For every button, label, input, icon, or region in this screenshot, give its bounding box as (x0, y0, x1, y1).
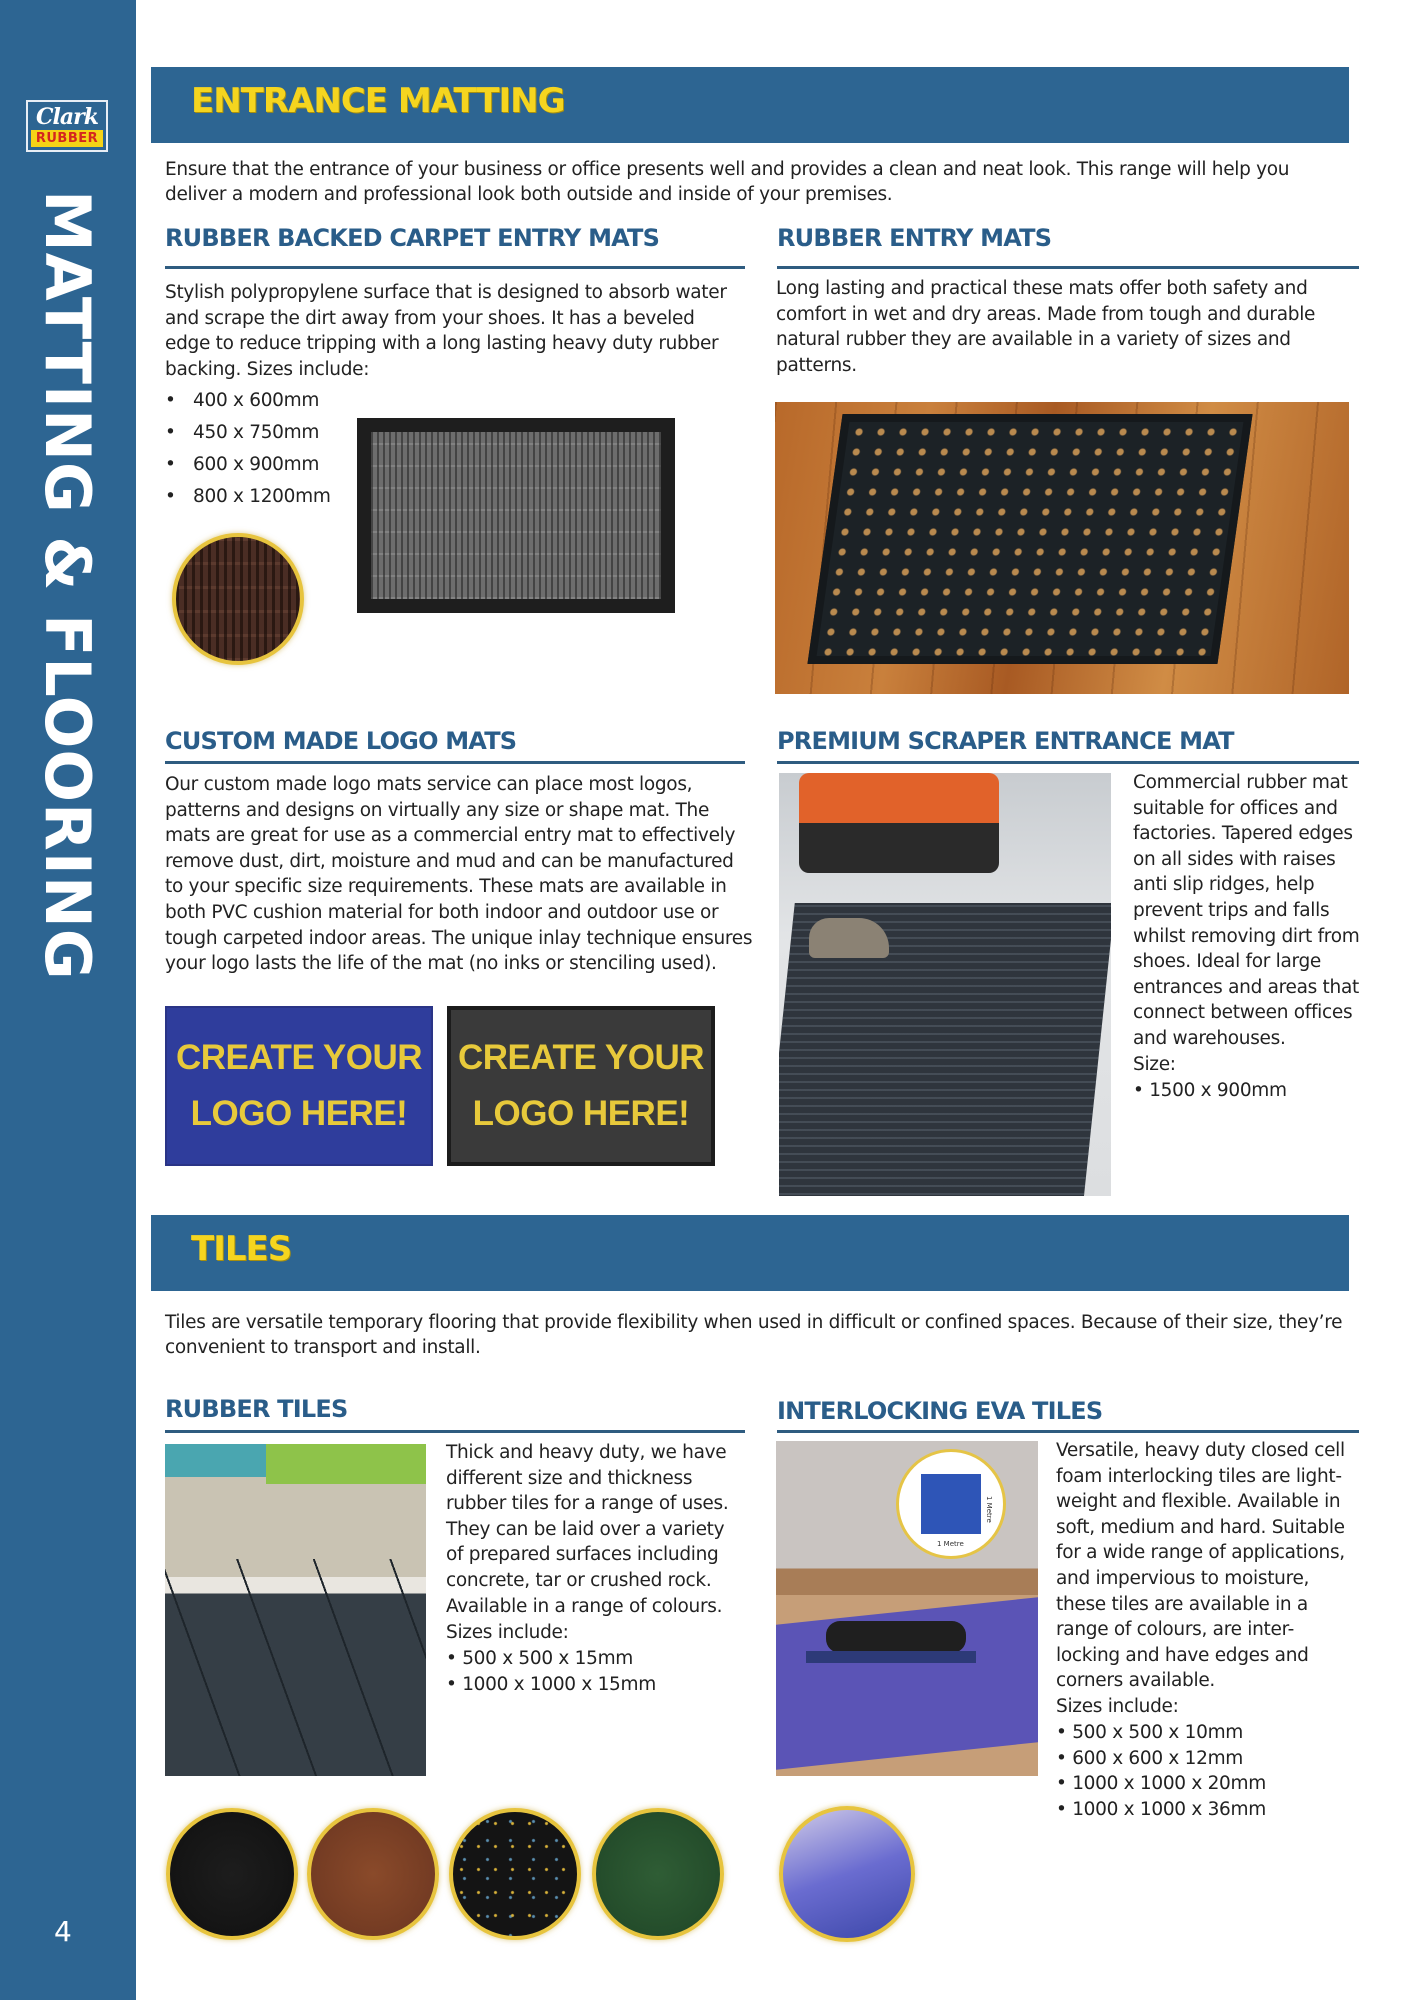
sidebar (0, 0, 136, 2000)
divider (165, 266, 745, 269)
carpet-entry-mats-title: RUBBER BACKED CARPET ENTRY MATS (165, 224, 660, 252)
divider (777, 1430, 1359, 1433)
rubber-entry-mat-image (775, 402, 1349, 694)
eva-tiles-description: Versatile, heavy duty closed cell foam interlocking tiles are light-weight and flexible. Available in soft, medium and hard. Suitable for a wide range of applications, and impervious to moisture, these tiles are available in a range of colours, are inter-locking and have edges and corners available. (1056, 1440, 1345, 1692)
size-item: • 1000 x 1000 x 15mm (446, 1672, 656, 1698)
size-item: • 1000 x 1000 x 20mm (1056, 1771, 1266, 1797)
logo-mat-text-line1: CREATE YOUR (175, 1038, 422, 1077)
logo-mat-text-line1: CREATE YOUR (457, 1038, 704, 1077)
divider (165, 1430, 745, 1433)
rubber-tiles-title: RUBBER TILES (165, 1395, 348, 1423)
carpet-entry-mats-sizes (165, 385, 331, 513)
rubber-tiles-sizes-label: Sizes include: (446, 1622, 569, 1643)
entrance-matting-intro: Ensure that the entrance of your business or office presents well and provides a clean and neat look. This range will help you deliver a modern and professional look both outside and inside of your premises. (165, 159, 1290, 205)
size-item: • 600 x 900mm (165, 449, 331, 481)
rubber-tiles-image (165, 1444, 426, 1776)
logo-mat-text-line2: LOGO HERE! (190, 1094, 408, 1133)
rubber-tiles-description: Thick and heavy duty, we have different size and thickness rubber tiles for a range of uses. They can be laid over a variety of prepared surfaces including concrete, tar or crushed rock. Available in a range of colours. (446, 1442, 729, 1617)
tile-size-inset (896, 1449, 1006, 1559)
entrance-matting-banner (151, 67, 1349, 143)
black-tile-swatch (166, 1808, 298, 1940)
eva-tiles-sizes (1056, 1720, 1266, 1822)
brown-tile-swatch (307, 1808, 439, 1940)
tiles-title: TILES (191, 1229, 292, 1269)
premium-scraper-sizes (1133, 1078, 1287, 1104)
divider (165, 761, 745, 764)
page-number: 4 (54, 1915, 72, 1948)
premium-scraper-mat-image (779, 773, 1111, 1196)
divider (777, 761, 1359, 764)
size-item: • 1500 x 900mm (1133, 1078, 1287, 1104)
custom-logo-mats-description: Our custom made logo mats service can place most logos, patterns and designs on virtually any size or shape mat. The mats are great for use as a commercial entry mat to effectively remove dust, dirt, moisture and mud and can be manufactured to your specific size requirements. These mats are available in both PVC cushion material for both indoor and outdoor use or tough carpeted indoor areas. The unique inlay technique ensures your logo lasts the life of the mat (no inks or stenciling used). (165, 774, 753, 975)
brown-carpet-swatch-image (172, 533, 304, 665)
size-item: • 450 x 750mm (165, 417, 331, 449)
blue-logo-mat-image (165, 1006, 433, 1166)
tiles-intro: Tiles are versatile temporary flooring that provide flexibility when used in difficult or confined spaces. Because of their size, they’re convenient to transport and install. (165, 1312, 1343, 1358)
eva-interlock-closeup-image (779, 1806, 915, 1942)
rubber-tiles-sizes (446, 1646, 656, 1697)
size-item: • 1000 x 1000 x 36mm (1056, 1797, 1266, 1823)
premium-scraper-mat-description: Commercial rubber mat suitable for offices and factories. Tapered edges on all sides with raises anti slip ridges, help prevent trips and falls whilst removing dirt from shoes. Ideal for large entrances and areas that connect between offices and warehouses. (1133, 772, 1360, 1049)
size-item: • 500 x 500 x 15mm (446, 1646, 656, 1672)
logo-mat-text-line2: LOGO HERE! (472, 1094, 690, 1133)
size-item: • 400 x 600mm (165, 385, 331, 417)
eva-tiles-image (776, 1441, 1038, 1776)
rubber-entry-mats-title: RUBBER ENTRY MATS (777, 224, 1052, 252)
tiles-banner (151, 1215, 1349, 1291)
carpet-entry-mats-description: Stylish polypropylene surface that is designed to absorb water and scrape the dirt away from your shoes. It has a beveled edge to reduce tripping with a long lasting heavy duty rubber backing. Sizes include: (165, 282, 727, 380)
premium-scraper-size-label: Size: (1133, 1054, 1176, 1075)
size-item: • 500 x 500 x 10mm (1056, 1720, 1266, 1746)
carpet-entry-mat-image (357, 418, 675, 613)
size-item: • 600 x 600 x 12mm (1056, 1746, 1266, 1772)
custom-logo-mats-title: CUSTOM MADE LOGO MATS (165, 727, 517, 755)
dark-logo-mat-image (447, 1006, 715, 1166)
clark-rubber-logo (26, 100, 108, 152)
inset-width-label: 1 Metre (937, 1540, 964, 1548)
entrance-matting-title: ENTRANCE MATTING (191, 81, 565, 121)
eva-tiles-title: INTERLOCKING EVA TILES (777, 1397, 1103, 1425)
green-tile-swatch (592, 1808, 724, 1940)
logo-clark-text: Clark (36, 104, 98, 130)
inset-height-label: 1 Metre (985, 1496, 993, 1523)
divider (777, 266, 1359, 269)
eva-tiles-sizes-label: Sizes include: (1056, 1696, 1179, 1717)
size-item: • 800 x 1200mm (165, 481, 331, 513)
black-fleck-tile-swatch (449, 1808, 581, 1940)
section-vertical-title: MATTING & FLOORING (31, 190, 104, 981)
logo-rubber-text: RUBBER (31, 130, 103, 147)
premium-scraper-mat-title: PREMIUM SCRAPER ENTRANCE MAT (777, 727, 1234, 755)
rubber-entry-mats-description: Long lasting and practical these mats offer both safety and comfort in wet and dry areas. Made from tough and durable natural rubber they are available in a variety of sizes and patterns. (776, 278, 1316, 376)
